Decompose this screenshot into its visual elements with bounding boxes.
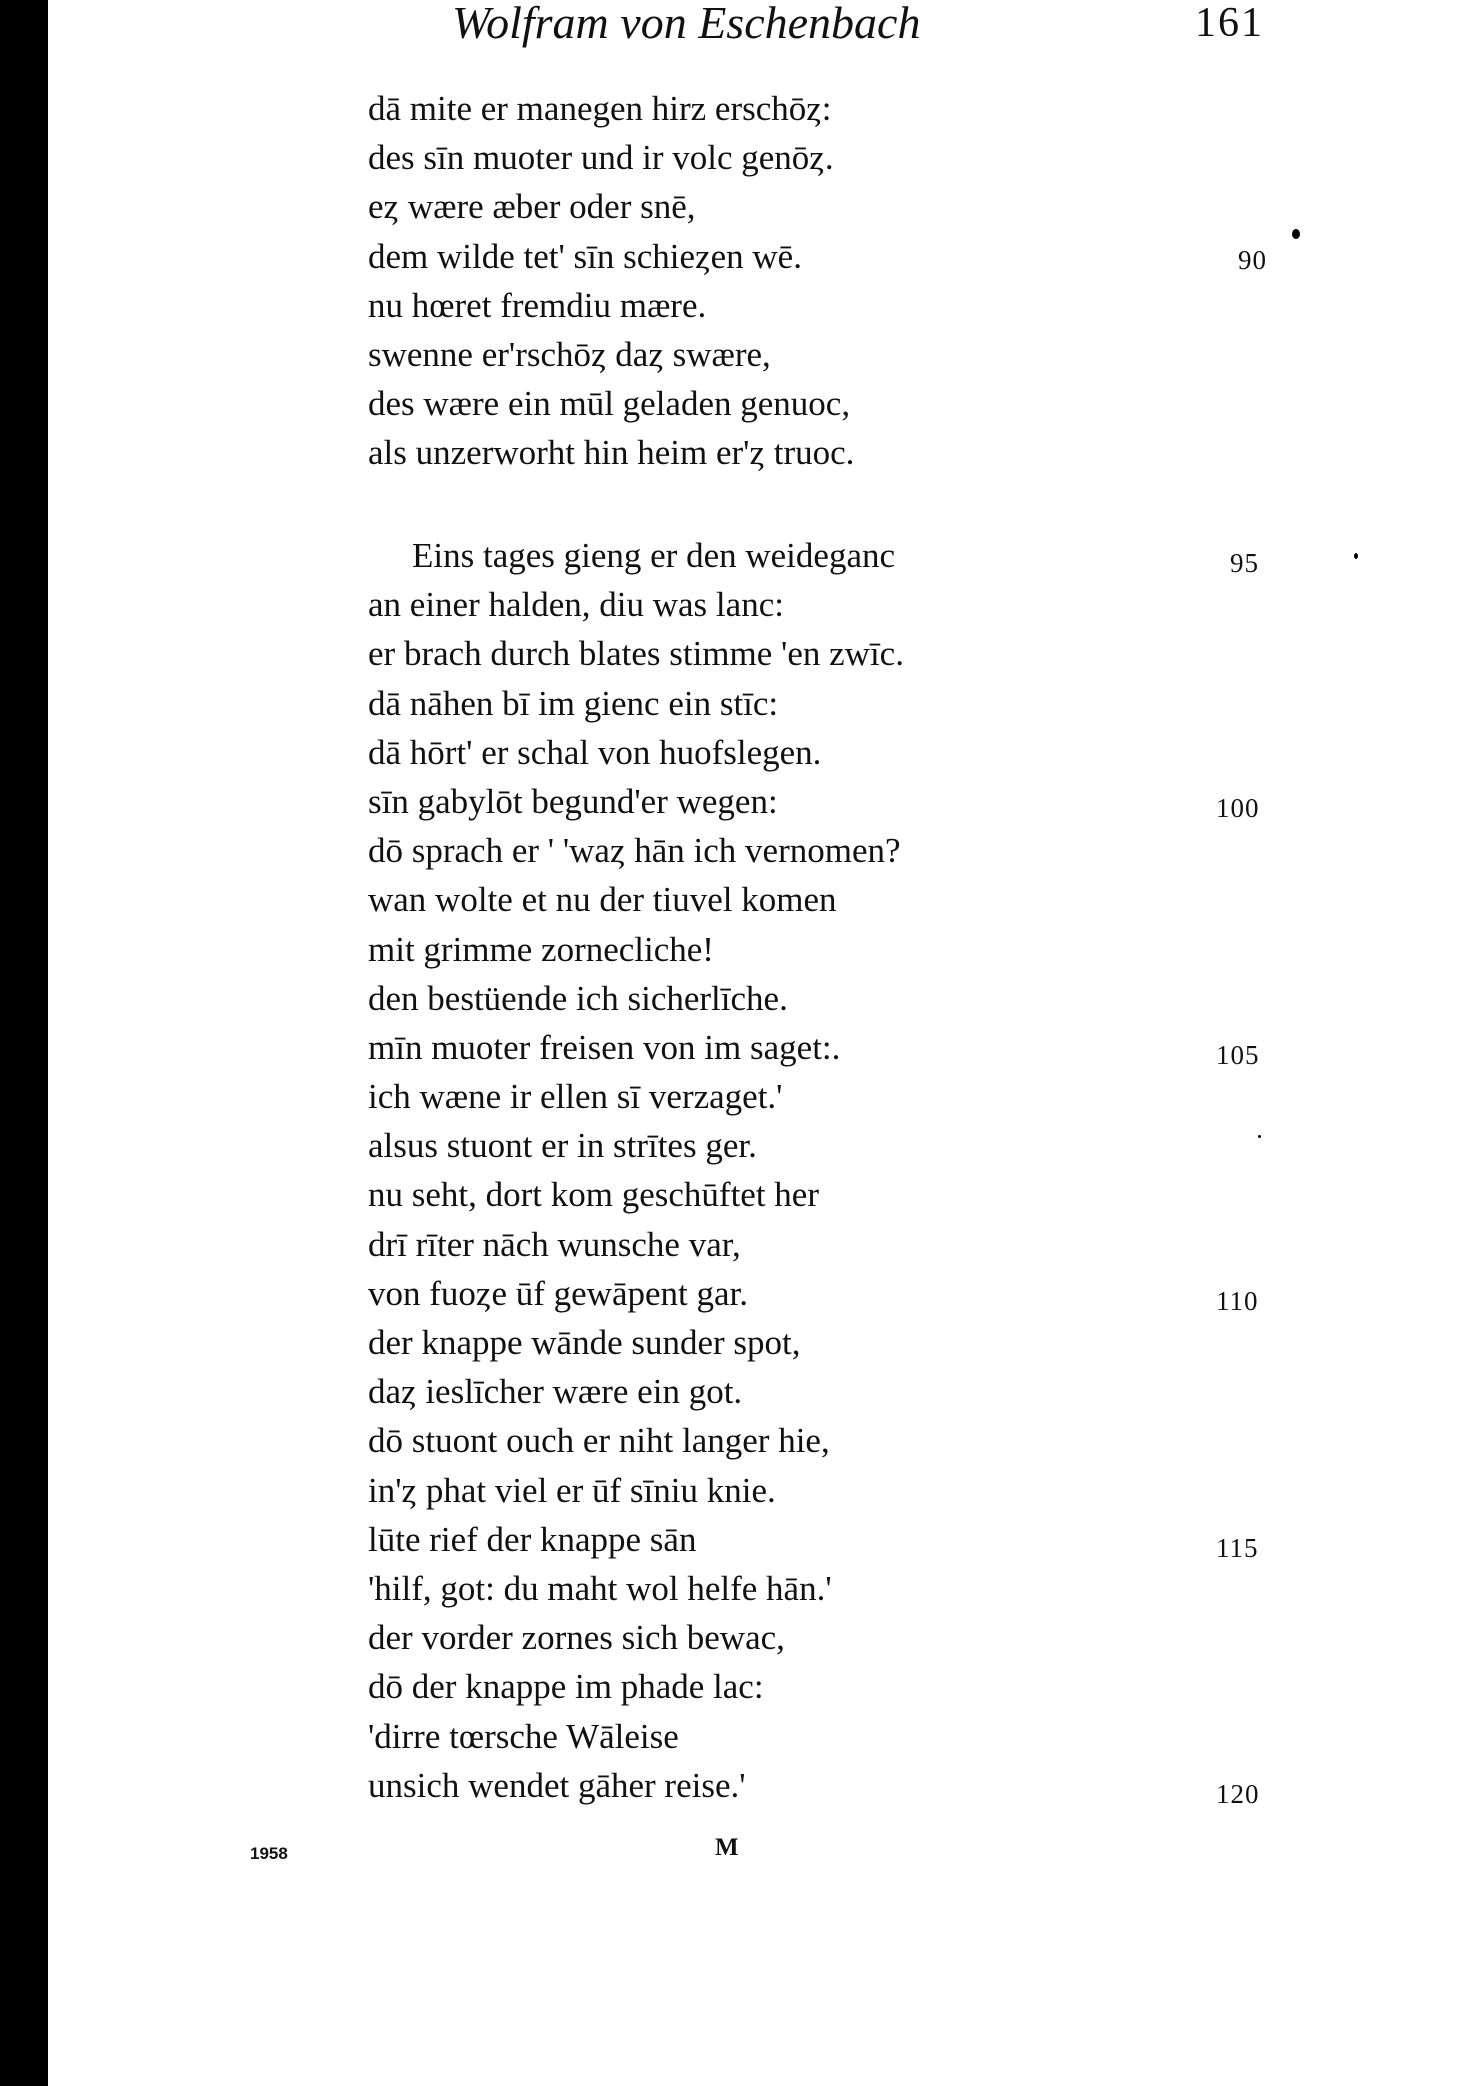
verse-line: lūte rief der knappe sān bbox=[368, 1519, 697, 1559]
page-number: 161 bbox=[1195, 0, 1264, 46]
verse-line: 'hilf, got: du maht wol helfe hān.' bbox=[368, 1568, 832, 1608]
line-number: 90 bbox=[1238, 245, 1267, 275]
stanza-1 bbox=[368, 84, 854, 478]
verse-line: Eins tages gieng er den weideganc bbox=[412, 536, 896, 575]
verse-line: an einer halden, diu was lanc: bbox=[368, 585, 784, 625]
verse-line: als unzerworht hin heim er'ȥ truoc. bbox=[368, 433, 855, 473]
ink-speck bbox=[1354, 553, 1358, 559]
verse-line: der vorder zornes sich bewac, bbox=[368, 1618, 785, 1658]
verse-line: dō sprach er ' 'waȥ hān ich vernomen? bbox=[368, 831, 901, 871]
verse-line: dem wilde tet' sīn schieȥen wē. bbox=[368, 236, 802, 276]
verse-line: daȥ ieslīcher wære ein got. bbox=[368, 1372, 743, 1412]
verse-line: nu hœret fremdiu mære. bbox=[368, 285, 707, 325]
line-number: 115 bbox=[1216, 1533, 1259, 1563]
verse-line: dā nāhen bī im gienc ein stīc: bbox=[368, 683, 779, 723]
verse-line: der knappe wānde sunder spot, bbox=[368, 1323, 801, 1362]
verse-line: mīn muoter freisen von im saget:. bbox=[368, 1027, 841, 1067]
verse-line: von fuoȥe ūf gewāpent gar. bbox=[368, 1273, 748, 1313]
verse-line: den bestüende ich sicherlīche. bbox=[368, 978, 788, 1018]
signature-mark: M bbox=[715, 1834, 739, 1861]
verse-line: ich wæne ir ellen sī verzaget.' bbox=[368, 1077, 783, 1117]
verse-line: drī rīter nāch wunsche var, bbox=[368, 1224, 741, 1264]
verse-line: dō stuont ouch er niht langer hie, bbox=[368, 1421, 830, 1461]
running-title: Wolfram von Eschenbach bbox=[452, 0, 921, 48]
verse-line: des wære ein mūl geladen genuoc, bbox=[368, 384, 851, 424]
line-number: 100 bbox=[1216, 793, 1260, 823]
stanza-2 bbox=[368, 531, 904, 1810]
verse-line: alsus stuont er in strītes ger. bbox=[368, 1126, 757, 1166]
verse-line: 'dirre tœrsche Wāleise bbox=[368, 1716, 679, 1756]
verse-line: in'ȥ phat viel er ūf sīniu knie. bbox=[368, 1470, 776, 1510]
verse-line: dā mite er manegen hirz erschōȥ: bbox=[368, 89, 832, 128]
verse-line: dō der knappe im phade lac: bbox=[368, 1667, 764, 1707]
verse-line: eȥ wære æber oder snē, bbox=[368, 187, 696, 227]
verse-line: er brach durch blates stimme 'en zwīc. bbox=[368, 634, 904, 674]
line-number: 110 bbox=[1216, 1286, 1259, 1316]
ink-speck bbox=[1258, 1135, 1261, 1138]
line-number: 105 bbox=[1216, 1040, 1260, 1070]
verse-line: unsich wendet gāher reise.' bbox=[368, 1765, 746, 1805]
line-number: 95 bbox=[1230, 548, 1259, 578]
verse-line: des sīn muoter und ir volc genōȥ. bbox=[368, 138, 834, 178]
ink-speck bbox=[1292, 229, 1300, 239]
printer-code: 1958 bbox=[250, 1844, 288, 1863]
line-number: 120 bbox=[1216, 1779, 1260, 1809]
verse-line: nu seht, dort kom geschūftet her bbox=[368, 1175, 820, 1215]
verse-line: dā hōrt' er schal von huofslegen. bbox=[368, 732, 822, 772]
verse-line: sīn gabylōt begund'er wegen: bbox=[368, 781, 778, 821]
binding-edge bbox=[0, 0, 48, 2086]
verse-line: mit grimme zornecliche! bbox=[368, 929, 714, 969]
verse-line: swenne er'rschōȥ daȥ swære, bbox=[368, 334, 771, 374]
verse-line: wan wolte et nu der tiuvel komen bbox=[368, 880, 837, 920]
